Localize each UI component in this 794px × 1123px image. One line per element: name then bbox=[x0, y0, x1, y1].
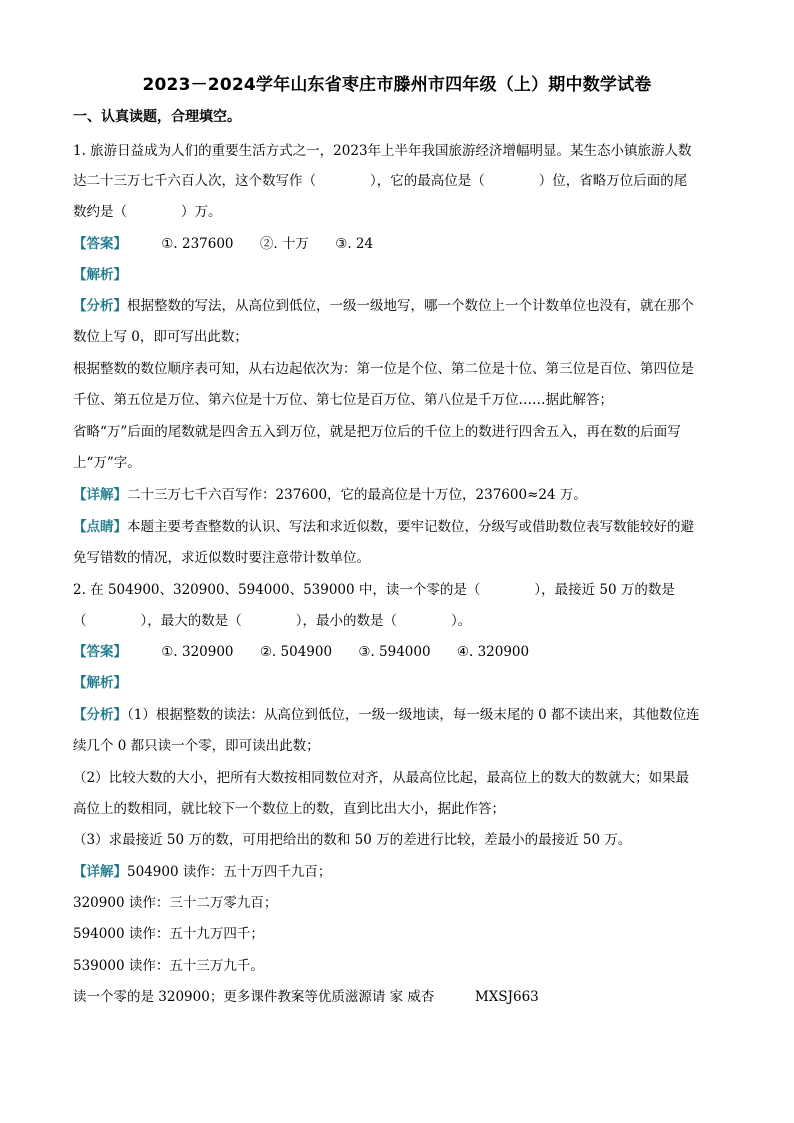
answer-tag: 【答案】 bbox=[73, 644, 127, 660]
q2-analysis-line: （3）求最接近 50 万的数，可用把给出的数和 50 万的差进行比较，差最小的最接近 50 万。 bbox=[73, 832, 632, 848]
q2-analysis-line: 续几个 0 都只读一个零，即可读出此数； bbox=[73, 738, 320, 754]
q1-note-line: 免写错数的情况，求近似数时要注意带计数单位。 bbox=[73, 550, 370, 566]
analysis-tag: 【解析】 bbox=[73, 267, 127, 283]
q2-detail-line: 320900 读作：三十二万零九百； bbox=[73, 895, 278, 911]
q1-analysis-line: 上“万”字。 bbox=[73, 455, 141, 471]
answer-item: ①. 320900 bbox=[161, 644, 234, 660]
q1-text-line: 数约是（ ）万。 bbox=[73, 204, 222, 220]
q1-analysis-line: 千位、第五位是万位、第六位是十万位、第七位是百万位、第八位是千万位……据此解答； bbox=[73, 392, 613, 408]
detail-tag: 【详解】 bbox=[73, 864, 127, 880]
dianjing-tag: 【点睛】 bbox=[73, 519, 127, 535]
detail-text: 504900 读作：五十万四千九百； bbox=[127, 864, 332, 880]
q1-analysis-line bbox=[73, 297, 723, 315]
fenxi-tag: 【分析】 bbox=[73, 298, 127, 314]
q2-analysis-line: 高位上的数相同，就比较下一个数位上的数，直到比出大小，据此作答； bbox=[73, 801, 505, 817]
page-title: 2023－2024学年山东省枣庄市滕州市四年级（上）期中数学试卷 bbox=[142, 75, 652, 95]
q2-detail-line bbox=[73, 863, 723, 881]
fenxi-text: （1）根据整数的读法：从高位到低位，一级一级地读，每一级末尾的 0 都不读出来，其他数位连 bbox=[127, 707, 700, 723]
q2-detail-line: 594000 读作：五十九万四千； bbox=[73, 926, 264, 942]
q1-analysis-line: 数位上写 0，即可写出此数； bbox=[73, 329, 248, 345]
answer-item: ③. 594000 bbox=[358, 644, 431, 660]
answer-item: ③. 24 bbox=[335, 236, 374, 252]
q1-answer-row bbox=[73, 235, 723, 253]
answer-item: ②. 十万 bbox=[259, 236, 309, 252]
q1-analysis-line: 根据整数的数位顺序表可知，从右边起依次为：第一位是个位、第二位是十位、第三位是百位、第四位是 bbox=[73, 361, 694, 377]
q1-note-line bbox=[73, 518, 723, 536]
analysis-tag: 【解析】 bbox=[73, 675, 127, 691]
q1-analysis-line: 省略“万”后面的尾数就是四舍五入到万位，就是把万位后的千位上的数进行四舍五入，再在数的后面写 bbox=[73, 424, 681, 440]
q1-text-line: 1. 旅游日益成为人们的重要生活方式之一，2023年上半年我国旅游经济增幅明显。某生态小镇旅游人数 bbox=[73, 143, 692, 159]
fenxi-text: 根据整数的写法，从高位到低位，一级一级地写，哪一个数位上一个计数单位也没有，就在那个 bbox=[127, 298, 694, 314]
q1-text-line: 达二十三万七千六百人次，这个数写作（ ），它的最高位是（ ）位，省略万位后面的尾 bbox=[73, 173, 688, 189]
section-heading: 一、认真读题，合理填空。 bbox=[73, 109, 241, 125]
q2-detail-line: 539000 读作：五十三万九千。 bbox=[73, 958, 264, 974]
answer-tag: 【答案】 bbox=[73, 236, 127, 252]
q2-answer-row bbox=[73, 643, 723, 661]
answer-item: ④. 320900 bbox=[456, 644, 530, 660]
q2-analysis-line: （2）比较大数的大小，把所有大数按相同数位对齐，从最高位比起，最高位上的数大的数就大；如果最 bbox=[73, 770, 690, 786]
q2-detail-line: 读一个零的是 320900；更多课件教案等优质滋源请 家 威杏 MXSJ663 bbox=[73, 989, 539, 1005]
q2-text-line: 2. 在 504900、320900、594000、539000 中，读一个零的是（ ），最接近 50 万的数是 bbox=[73, 582, 675, 598]
detail-tag: 【详解】 bbox=[73, 487, 127, 503]
answer-item: ②. 504900 bbox=[259, 644, 333, 660]
fenxi-tag: 【分析】 bbox=[73, 707, 127, 723]
q2-analysis-line bbox=[73, 706, 723, 724]
q1-detail-line bbox=[73, 486, 723, 504]
answer-item: ①. 237600 bbox=[161, 236, 234, 252]
dianjing-text: 本题主要考查整数的认识、写法和求近似数，要牢记数位，分级写或借助数位表写数能较好的避 bbox=[127, 519, 694, 535]
detail-text: 二十三万七千六百写作：237600，它的最高位是十万位，237600≈24 万。 bbox=[127, 487, 587, 503]
q2-text-line: （ ），最大的数是（ ），最小的数是（ ）。 bbox=[73, 613, 472, 629]
